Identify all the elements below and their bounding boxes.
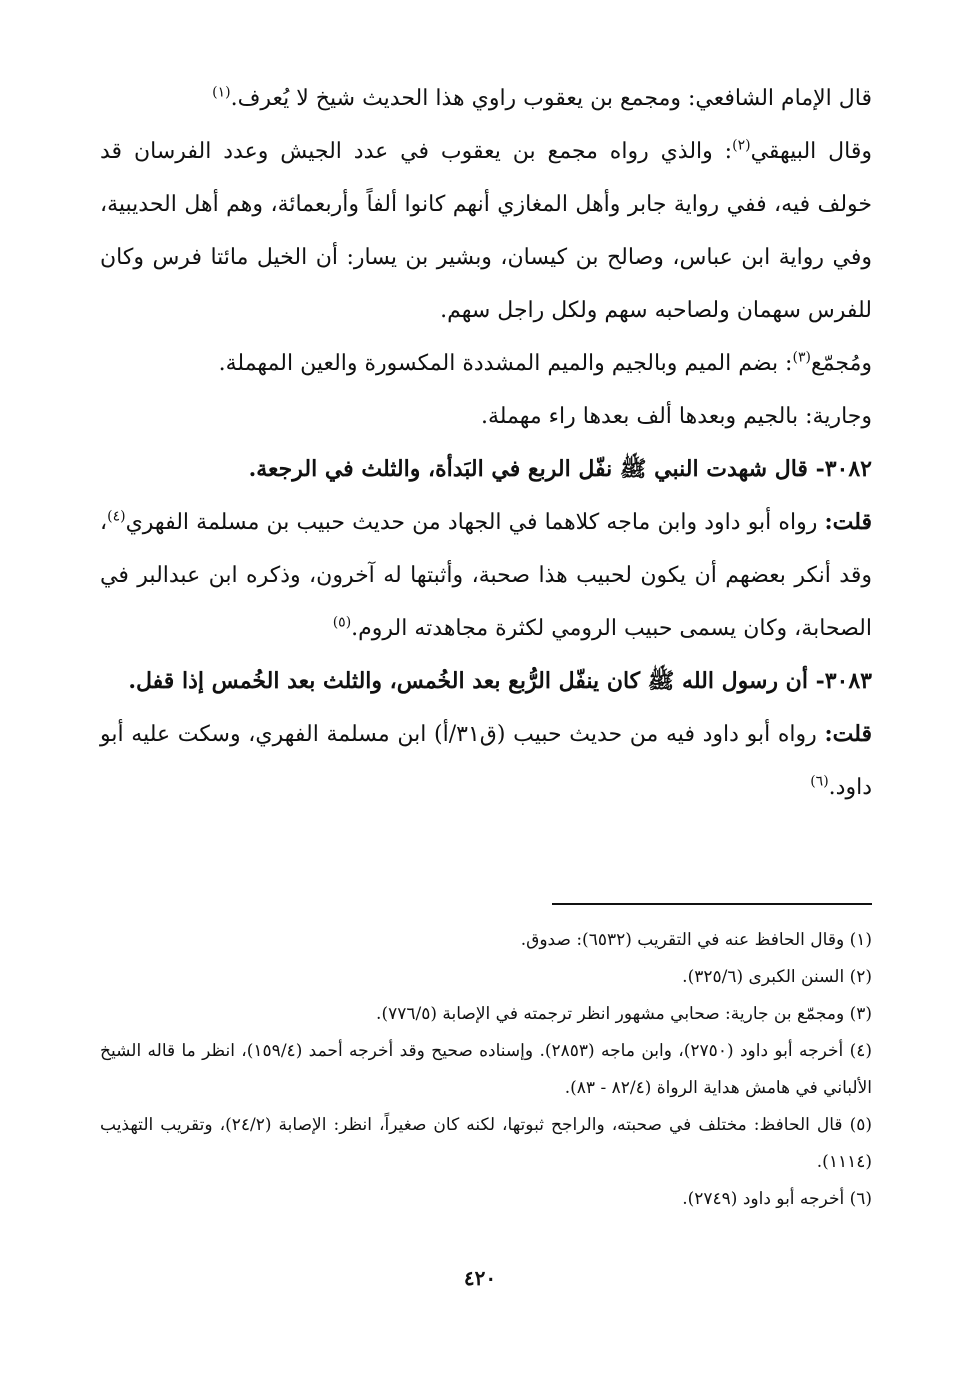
- footnote-ref-5[interactable]: (٥): [332, 614, 352, 631]
- footnote-ref-4[interactable]: (٤): [107, 508, 126, 525]
- paragraph-text: : بضم الميم وبالجيم والميم المشددة المكسورة والعين المهملة.: [218, 351, 793, 376]
- footnote-ref-3[interactable]: (٣): [792, 349, 811, 366]
- hadith-text: ٣٠٨٢- قال شهدت النبي ﷺ نفّل الربع في البَدأة، والثلث في الرجعة.: [248, 456, 872, 482]
- paragraph-text: ومُجمّع: [810, 351, 872, 376]
- footnote-divider: [552, 903, 872, 905]
- paragraph-text: : والذي رواه مجمع بن يعقوب في عدد الجيش وعدد الفرسان قد خولف فيه، ففي رواية جابر وأهل المغازي أنهم كانوا ألفاً وأربعمائة، وهم أهل الحديبية، وفي رواية ابن عباس، وصالح بن كيسان، وبشير بن يسار: أن الخيل مائتا فرس وكان للفرس سهمان ولصاحبه سهم ولكل راجل سهم.: [100, 139, 872, 323]
- paragraph-mujammi: [100, 337, 872, 390]
- commentary-lead: قلت:: [824, 509, 872, 535]
- paragraph-commentary-3083: [100, 708, 872, 814]
- paragraph-text: وقال البيهقي: [750, 139, 872, 164]
- footnote-2: (٢) السنن الكبرى (٣٢٥/٦).: [682, 967, 872, 987]
- page-number: ٤٢٠: [463, 1266, 497, 1290]
- footnote-ref-1[interactable]: (١): [212, 84, 231, 101]
- paragraph-text: رواه أبو داود وابن ماجه كلاهما في الجهاد من حديث حبيب بن مسلمة الفهري: [125, 510, 825, 535]
- paragraph-text: ، وقد أنكر بعضهم أن يكون لحبيب هذا صحبة، وأثبتها له آخرون، وذكره ابن عبدالبر في الصحابة، وكان يسمى حبيب الرومي لكثرة مجاهدته الروم.: [100, 510, 872, 641]
- paragraph-shafii: [100, 72, 872, 125]
- paragraph-bayhaqi: [100, 125, 872, 337]
- paragraph-jariya: [100, 390, 872, 443]
- footnote-3: (٣) ومجمّع بن جارية: صحابي مشهور انظر ترجمته في الإصابة (٧٧٦/٥).: [376, 1004, 872, 1024]
- paragraph-text: قال الإمام الشافعي: ومجمع بن يعقوب راوي هذا الحديث شيخ لا يُعرف.: [230, 86, 872, 111]
- footnotes: [100, 922, 872, 1218]
- hadith-text: ٣٠٨٣- أن رسول الله ﷺ كان ينفّل الرُّبع بعد الخُمس، والثلث بعد الخُمس إذا قفل.: [128, 668, 872, 694]
- footnote-ref-2[interactable]: (٢): [732, 137, 751, 154]
- footnote-1: (١) وقال الحافظ عنه في التقريب (٦٥٣٢): صدوق.: [520, 930, 872, 950]
- main-text: [100, 72, 872, 814]
- footnote-6: (٦) أخرجه أبو داود (٢٧٤٩).: [682, 1189, 872, 1209]
- hadith-heading-3083: [100, 655, 872, 708]
- footnote-ref-6[interactable]: (٦): [810, 773, 829, 790]
- paragraph-commentary-3082: [100, 496, 872, 655]
- paragraph-text: رواه أبو داود فيه من حديث حبيب (ق٣١/أ) ابن مسلمة الفهري، وسكت عليه أبو داود.: [100, 722, 872, 800]
- commentary-lead: قلت:: [824, 721, 872, 747]
- footnote-4: (٤) أخرجه أبو داود (٢٧٥٠)، وابن ماجه (٢٨٥٣). وإسناده صحيح وقد أخرجه أحمد (١٥٩/٤)، انظر ما قاله الشيخ الألباني في هامش هداية الرواة (٨٢/٤ - ٨٣).: [100, 1041, 873, 1098]
- paragraph-text: وجارية: بالجيم وبعدها ألف بعدها راء مهملة.: [480, 404, 872, 429]
- hadith-heading-3082: [100, 443, 872, 496]
- footnote-5: (٥) قال الحافظ: مختلف في صحبته، والراجح ثبوتها، لكنه كان صغيراً، انظر: الإصابة (٢٤/٢)، وتقريب التهذيب (١١١٤).: [100, 1115, 872, 1172]
